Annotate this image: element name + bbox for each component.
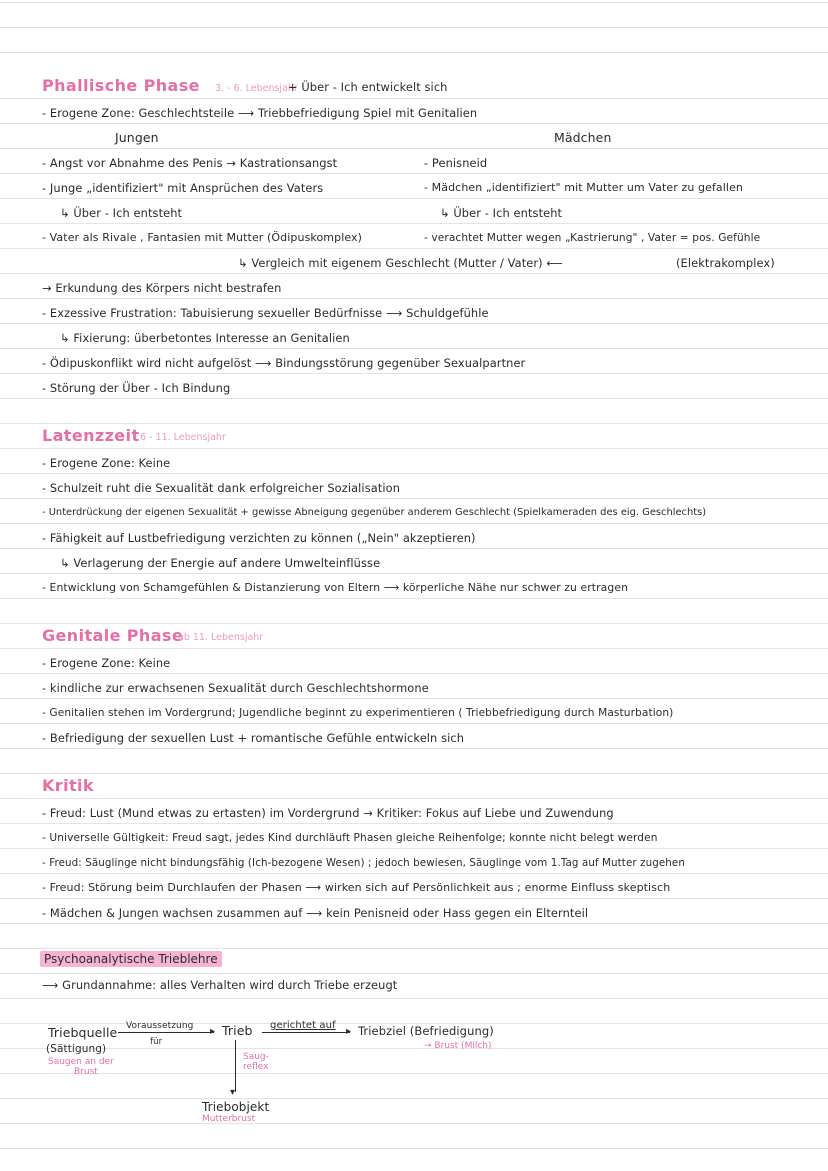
arrow-voraussetzung (118, 1032, 214, 1033)
triebquelle-sub: (Sättigung) (46, 1043, 107, 1055)
arrow-head-icon: ▸ (210, 1026, 216, 1037)
genital-title: Genitale Phase (42, 626, 184, 645)
saugreflex: Saug- (243, 1052, 269, 1062)
arrow-gerichtet (262, 1032, 350, 1033)
phallisch-subtitle: 3. - 6. Lebensjahr (215, 83, 298, 94)
triebquelle: Triebquelle (48, 1025, 118, 1040)
triebziel: Triebziel (Befriedigung) (358, 1024, 494, 1038)
phallisch-line: ↳ Fixierung: überbetontes Interesse an Genitalien (60, 331, 350, 345)
latenz-line: - Unterdrückung der eigenen Sexualität + gewisse Abneigung gegenüber anderem Geschlecht (Spielkameraden des eig. Geschlechts) (42, 507, 707, 518)
latenz-subtitle: 6 - 11. Lebensjahr (140, 432, 226, 443)
genital-subtitle: ab 11. Lebensjahr (178, 632, 264, 643)
phallisch-line: - Exzessive Frustration: Tabuisierung sexueller Bedürfnisse ⟶ Schuldgefühle (42, 306, 489, 320)
phallisch-subtitle-tail: + Über - Ich entwickelt sich (288, 80, 448, 94)
maedchen-line: ↳ Über - Ich entsteht (440, 206, 563, 220)
genital-line: - Genitalien stehen im Vordergrund; Jugendliche beginnt zu experimentieren ( Triebbefriedigung durch Masturbation) (42, 707, 674, 719)
phallisch-zone: - Erogene Zone: Geschlechtsteile ⟶ Triebbefriedigung Spiel mit Genitalien (42, 106, 478, 120)
triebobjekt: Triebobjekt (202, 1100, 270, 1114)
kritik-line: - Freud: Lust (Mund etwas zu ertasten) im Vordergrund → Kritiker: Fokus auf Liebe und Zuwendung (42, 806, 614, 820)
jungen-line: - Vater als Rivale , Fantasien mit Mutter (Ödipuskomplex) (42, 231, 363, 244)
gerichtet-label: gerichtet auf (270, 1020, 336, 1031)
triebquelle-pink: Saugen an der (48, 1057, 114, 1067)
genital-line: - kindliche zur erwachsenen Sexualität durch Geschlechtshormone (42, 681, 429, 695)
jungen-line: - Junge „identifiziert" mit Ansprüchen des Vaters (42, 181, 324, 195)
kritik-line: - Freud: Störung beim Durchlaufen der Phasen ⟶ wirken sich auf Persönlichkeit aus ; enorme Einfluss skeptisch (42, 881, 671, 894)
voraussetzung-label: Voraussetzung (126, 1021, 194, 1031)
maedchen-header: Mädchen (554, 130, 612, 145)
kritik-line: - Universelle Gültigkeit: Freud sagt, jedes Kind durchläuft Phasen gleiche Reihenfolge; konnte nicht belegt werden (42, 832, 658, 844)
phallisch-line: → Erkundung des Körpers nicht bestrafen (42, 281, 282, 295)
triebquelle-pink: Brust (74, 1067, 98, 1077)
kritik-line: - Freud: Säuglinge nicht bindungsfähig (Ich-bezogene Wesen) ; jedoch bewiesen, Säuglinge vom 1.Tag auf Mutter zugehen (42, 857, 685, 869)
triebobjekt-pink: Mutterbrust (202, 1114, 256, 1124)
saugreflex: reflex (243, 1062, 269, 1072)
genital-line: - Erogene Zone: Keine (42, 656, 171, 670)
latenz-line: - Schulzeit ruht die Sexualität dank erfolgreicher Sozialisation (42, 481, 401, 495)
kritik-line: - Mädchen & Jungen wachsen zusammen auf ⟶ kein Penisneid oder Hass gegen ein Elternteil (42, 906, 589, 920)
maedchen-line: - verachtet Mutter wegen „Kastrierung" , Vater = pos. Gefühle (424, 232, 761, 244)
phallisch-line: - Ödipuskonflikt wird nicht aufgelöst ⟶ Bindungsstörung gegenüber Sexualpartner (42, 356, 526, 370)
latenz-line: - Entwicklung von Schamgefühlen & Distanzierung von Eltern ⟶ körperliche Nähe nur schwer zu ertragen (42, 581, 629, 594)
latenz-line: - Erogene Zone: Keine (42, 456, 171, 470)
genital-line: - Befriedigung der sexuellen Lust + romantische Gefühle entwickeln sich (42, 731, 465, 745)
elektrakomplex: (Elektrakomplex) (676, 256, 775, 270)
latenz-line: - Fähigkeit auf Lustbefriedigung verzichten zu können („Nein" akzeptieren) (42, 531, 476, 545)
kritik-title: Kritik (42, 776, 94, 795)
triebziel-pink: → Brust (Milch) (424, 1041, 492, 1051)
latenz-title: Latenzzeit (42, 426, 140, 445)
trieblehre-title: Psychoanalytische Trieblehre (40, 951, 222, 967)
arrow-head-icon: ▸ (346, 1026, 352, 1037)
jungen-header: Jungen (115, 130, 159, 145)
vergleich-line: ↳ Vergleich mit eigenem Geschlecht (Mutter / Vater) ⟵ (238, 256, 563, 270)
arrow-down (235, 1040, 236, 1092)
jungen-line: - Angst vor Abnahme des Penis → Kastrationsangst (42, 156, 338, 170)
maedchen-line: - Penisneid (424, 156, 488, 170)
grundannahme: ⟶ Grundannahme: alles Verhalten wird durch Triebe erzeugt (42, 978, 398, 992)
arrow-down-head-icon: ▾ (230, 1087, 236, 1098)
latenz-line: ↳ Verlagerung der Energie auf andere Umwelteinflüsse (60, 556, 381, 570)
phallisch-title: Phallische Phase (42, 76, 200, 95)
trieb-node: Trieb (222, 1023, 253, 1038)
maedchen-line: - Mädchen „identifiziert" mit Mutter um Vater zu gefallen (424, 181, 744, 194)
phallisch-line: - Störung der Über - Ich Bindung (42, 381, 231, 395)
fuer-label: für (150, 1037, 163, 1047)
jungen-line: ↳ Über - Ich entsteht (60, 206, 183, 220)
